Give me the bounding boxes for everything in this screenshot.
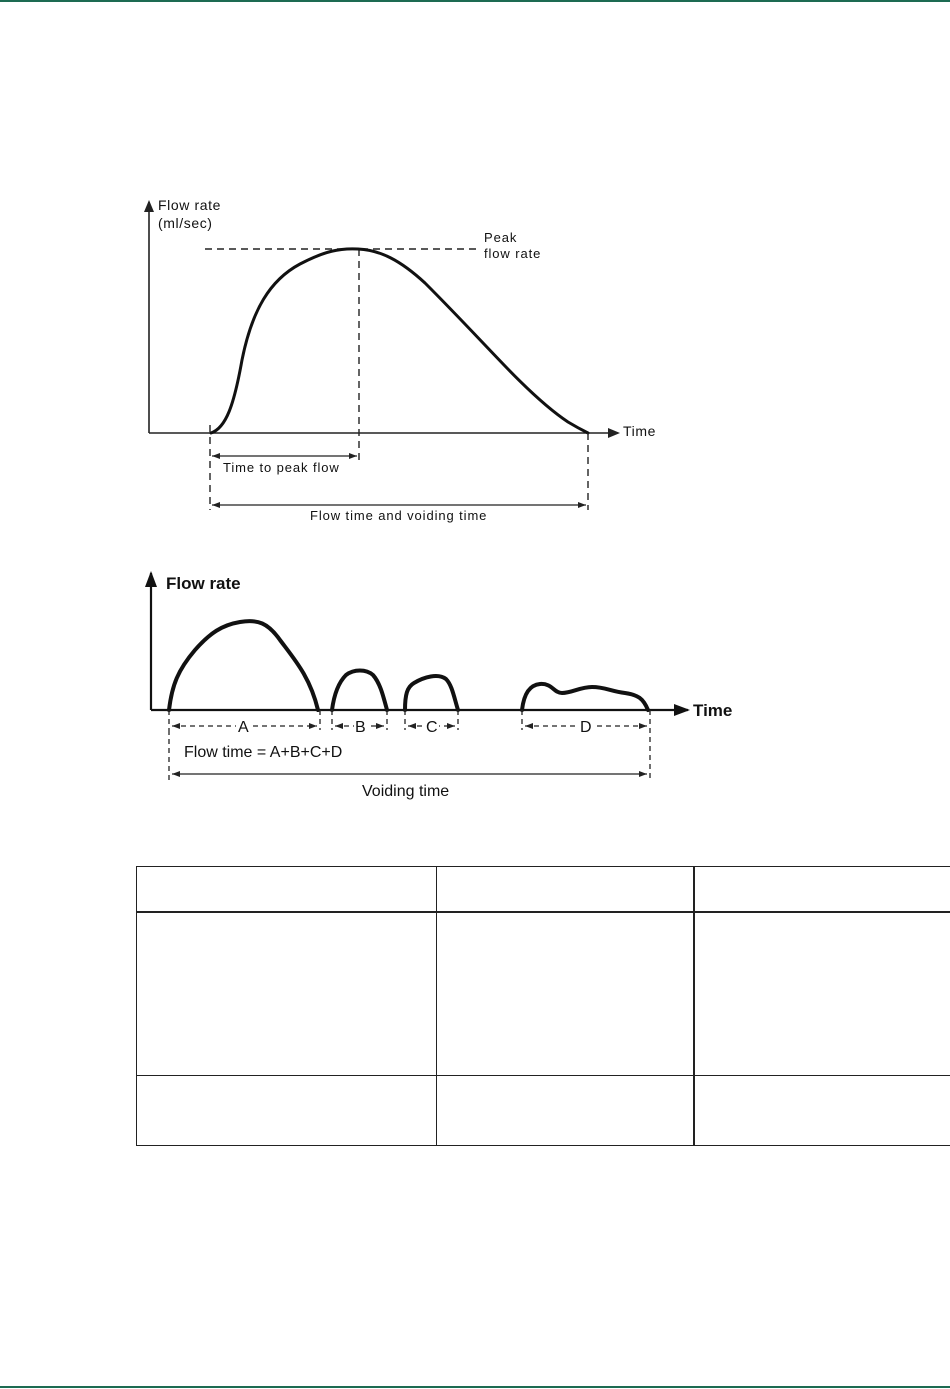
table-cell bbox=[137, 1076, 437, 1146]
voiding-time-label: Voiding time bbox=[362, 783, 450, 800]
hump-d bbox=[522, 684, 648, 710]
table-cell bbox=[437, 1076, 694, 1146]
peak-label: Peak bbox=[484, 230, 518, 245]
table-row bbox=[137, 1076, 950, 1146]
intermittent-flow-diagram bbox=[0, 565, 740, 805]
table-cell bbox=[694, 912, 950, 1076]
y-axis-unit: (ml/sec) bbox=[158, 215, 213, 231]
peak-label-2: flow rate bbox=[484, 246, 542, 261]
table-cell bbox=[137, 912, 437, 1076]
header-cell bbox=[437, 867, 694, 913]
data-table bbox=[136, 866, 950, 1146]
flow-curve bbox=[211, 249, 588, 433]
table-header-row bbox=[137, 867, 950, 913]
flow-voiding-label: Flow time and voiding time bbox=[310, 508, 488, 523]
x-axis-label: Time bbox=[623, 423, 656, 439]
segment-d-label: D bbox=[580, 719, 592, 736]
hump-a bbox=[169, 621, 318, 710]
table-cell bbox=[437, 912, 694, 1076]
flow-curve-diagram bbox=[0, 180, 700, 530]
segment-a-label: A bbox=[238, 719, 249, 736]
flow-time-formula: Flow time = A+B+C+D bbox=[184, 744, 343, 761]
hump-b bbox=[332, 671, 387, 711]
table-cell bbox=[694, 1076, 950, 1146]
segment-b-label: B bbox=[355, 719, 366, 736]
segment-c-label: C bbox=[426, 719, 438, 736]
hump-c bbox=[405, 676, 458, 710]
y-axis-label: Flow rate bbox=[158, 197, 221, 213]
header-cell bbox=[137, 867, 437, 913]
y-axis-label-2: Flow rate bbox=[166, 574, 241, 593]
table-row bbox=[137, 912, 950, 1076]
x-axis-label-2: Time bbox=[693, 701, 733, 720]
header-cell bbox=[694, 867, 950, 913]
time-to-peak-label: Time to peak flow bbox=[223, 460, 340, 475]
bottom-rule bbox=[0, 1386, 950, 1388]
top-rule bbox=[0, 0, 950, 2]
